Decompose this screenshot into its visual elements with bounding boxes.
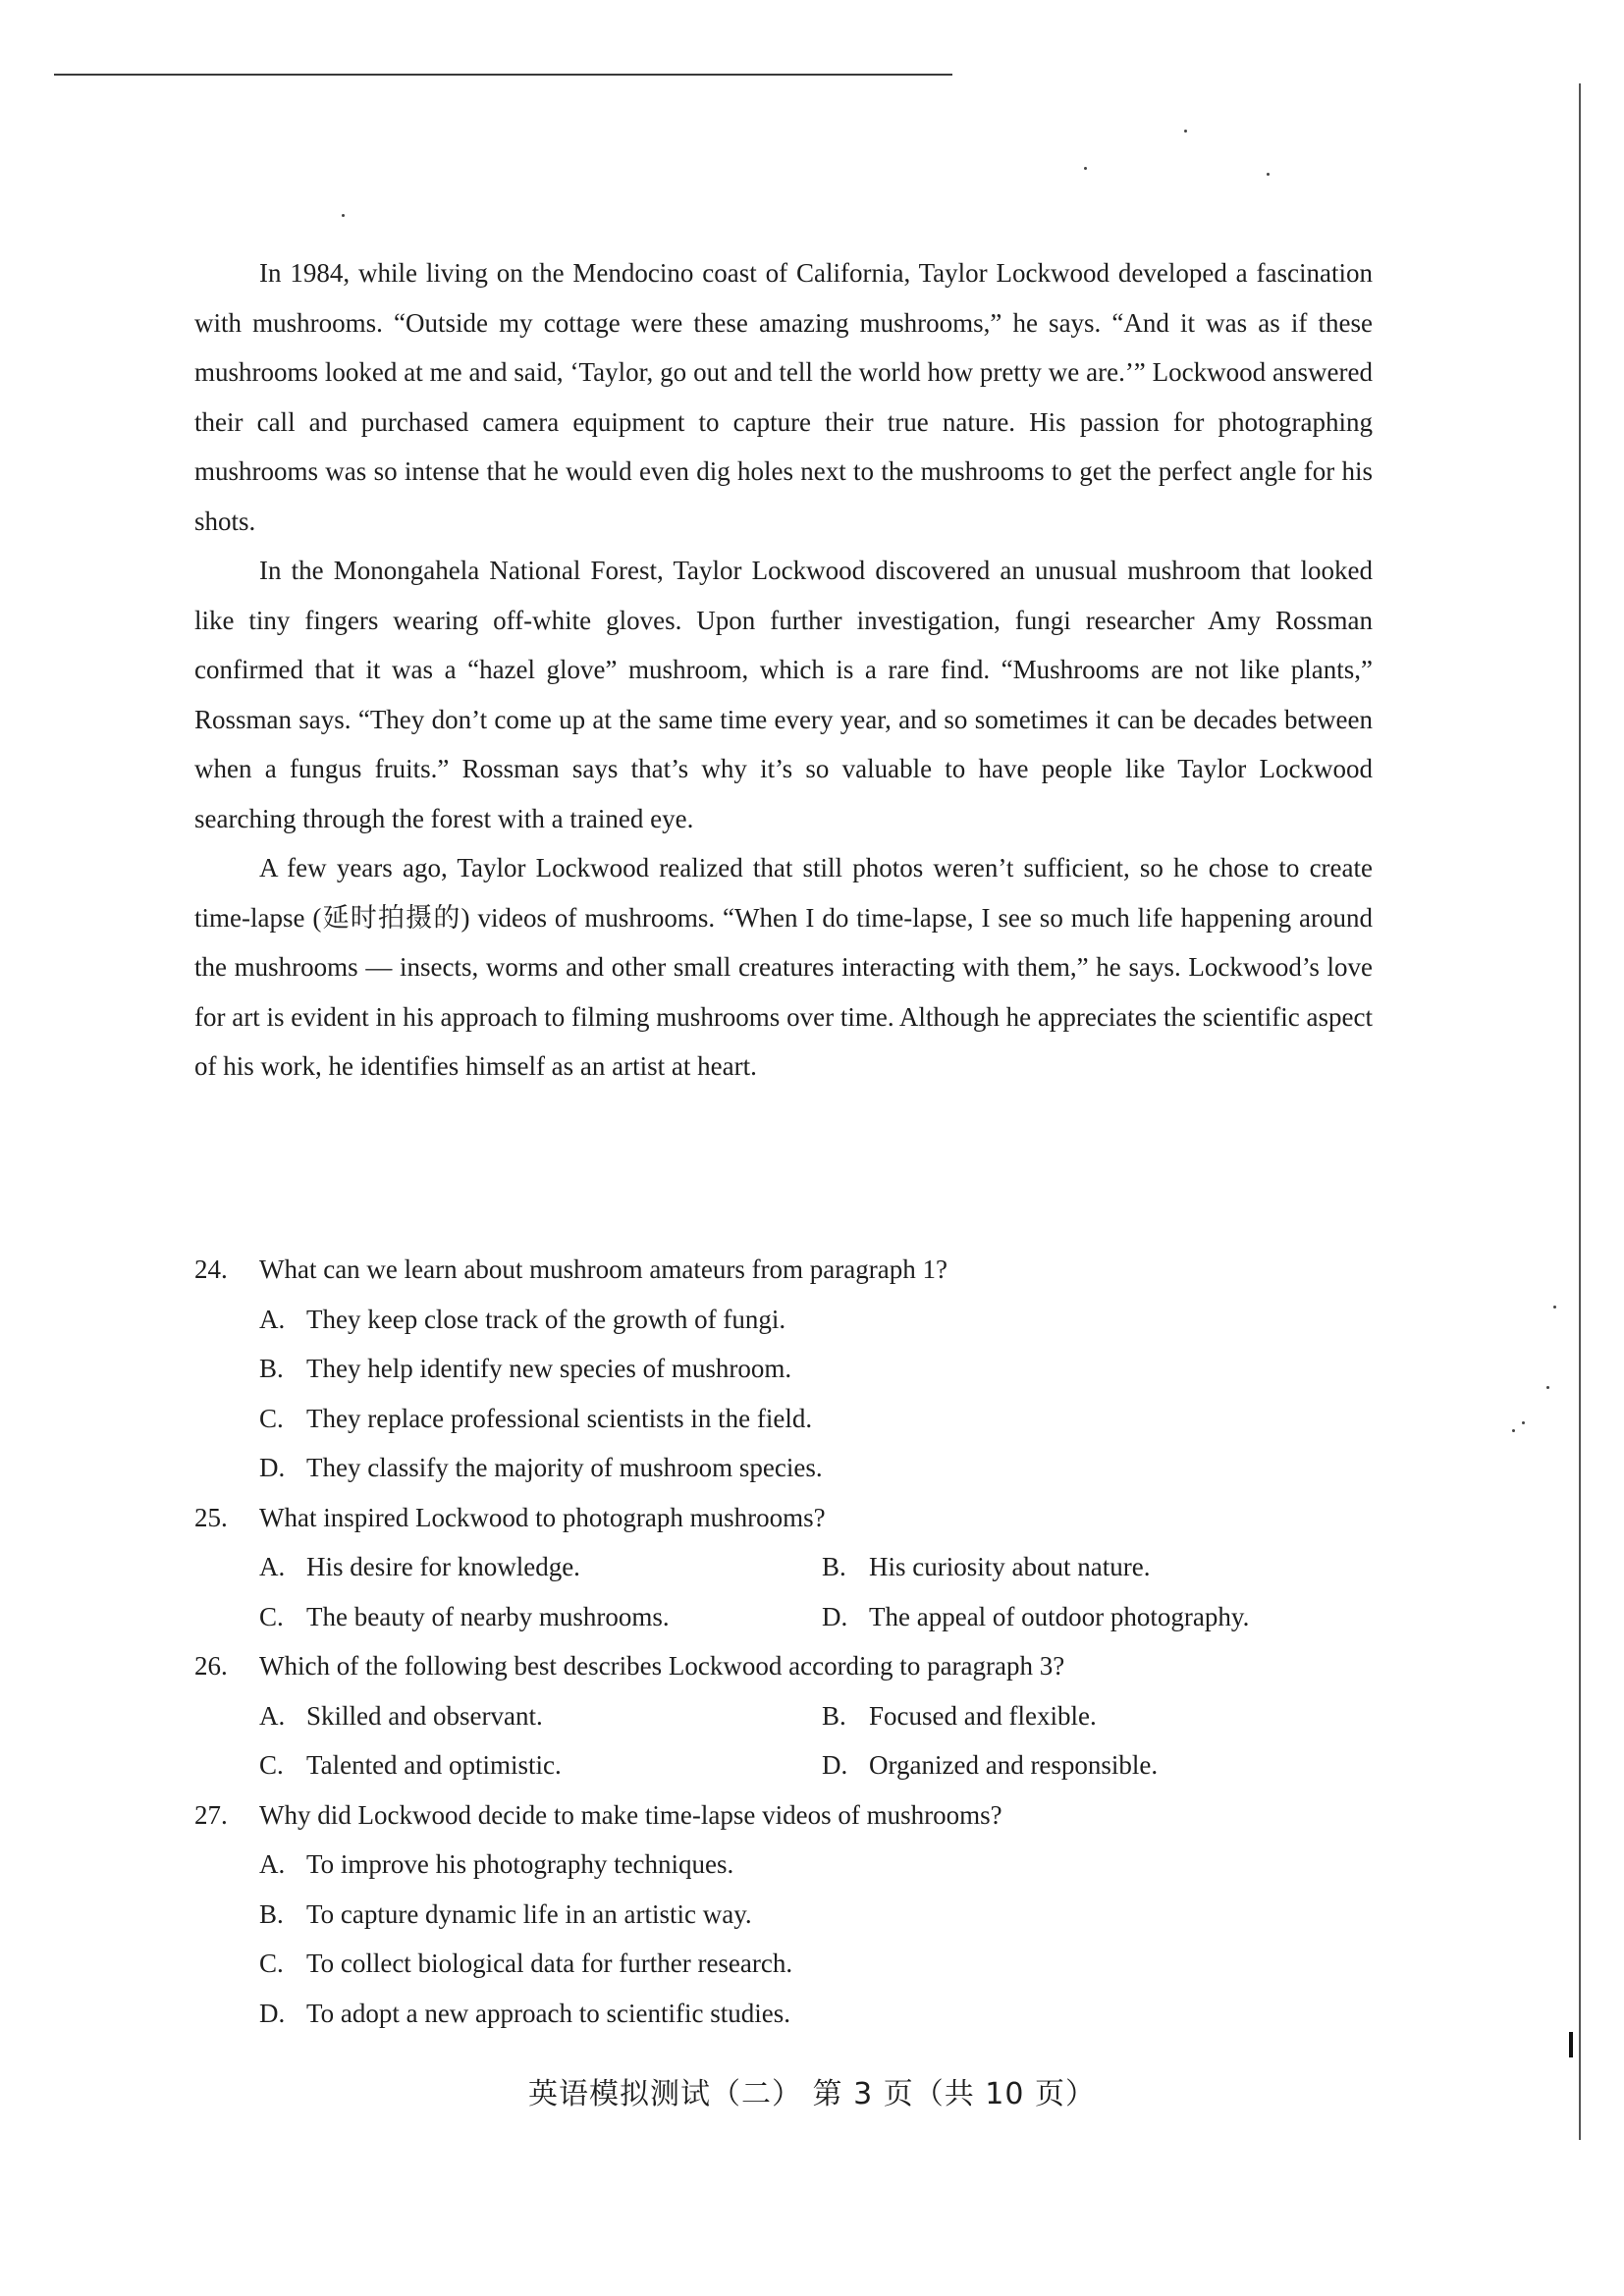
question-stem [194, 1245, 1373, 1295]
question-stem [194, 1641, 1373, 1691]
option-b[interactable] [259, 1890, 752, 1940]
option-b[interactable] [259, 1344, 791, 1394]
option-b[interactable] [822, 1691, 1097, 1741]
option-text: His desire for knowledge. [306, 1552, 580, 1581]
option-letter: A. [259, 1700, 286, 1731]
scan-speck [1553, 1306, 1556, 1308]
scan-speck [1512, 1429, 1515, 1432]
scan-speck [1267, 173, 1270, 176]
scan-speck [342, 214, 345, 217]
option-letter: D. [259, 1453, 286, 1482]
option-letter: C. [259, 1601, 284, 1631]
top-rule [54, 74, 952, 76]
scan-speck [1184, 130, 1187, 133]
option-d[interactable] [259, 1443, 823, 1493]
option-row [194, 1394, 1373, 1444]
question-text: Why did Lockwood decide to make time-lapse videos of mushrooms? [259, 1799, 1002, 1830]
option-text: Organized and responsible. [869, 1750, 1159, 1780]
question-list [194, 1245, 1373, 2038]
option-letter: D. [822, 1750, 848, 1780]
passage-paragraph-1: In 1984, while living on the Mendocino coast of California, Taylor Lockwood developed a fascination with mushrooms. “Outside my cottage were these amazing mushrooms,” he says. “And it was as if these mushrooms looked at me and said, ‘Taylor, go out and tell the world how pretty we are.’” Lockwood answered their call and purchased camera equipment to capture their true nature. His passion for photographing mushrooms was so intense that he would even dig holes next to the mushrooms to get the perfect angle for his shots. [194, 258, 1373, 536]
option-c[interactable] [259, 1740, 822, 1790]
option-text: To adopt a new approach to scientific studies. [306, 1998, 790, 2028]
option-a[interactable] [259, 1542, 822, 1592]
question-stem [194, 1790, 1373, 1841]
option-row [194, 1344, 1373, 1394]
option-letter: A. [259, 1552, 286, 1581]
option-letter: A. [259, 1304, 286, 1334]
option-row [194, 1890, 1373, 1940]
option-row [194, 1840, 1373, 1890]
scan-speck [1084, 167, 1087, 170]
option-row [194, 1542, 1373, 1592]
option-row [194, 1592, 1373, 1642]
option-b[interactable] [822, 1542, 1150, 1592]
option-row [194, 1989, 1373, 2039]
question-26 [194, 1641, 1373, 1790]
option-c[interactable] [259, 1394, 812, 1444]
question-text: Which of the following best describes Lockwood according to paragraph 3? [259, 1651, 1065, 1681]
option-text: His curiosity about nature. [869, 1552, 1151, 1581]
question-number: 26. [194, 1651, 228, 1681]
question-25 [194, 1493, 1373, 1642]
question-24 [194, 1245, 1373, 1493]
option-letter: B. [259, 1898, 284, 1929]
option-row [194, 1939, 1373, 1989]
option-d[interactable] [822, 1592, 1249, 1642]
option-text: They keep close track of the growth of fungi. [306, 1304, 786, 1334]
option-a[interactable] [259, 1840, 733, 1890]
option-text: Focused and flexible. [869, 1700, 1097, 1731]
option-letter: C. [259, 1949, 284, 1978]
question-number: 27. [194, 1799, 228, 1830]
page-footer: 英语模拟测试（二） 第 3 页（共 10 页） [528, 2077, 1096, 2111]
option-letter: D. [822, 1601, 848, 1631]
option-text: Skilled and observant. [306, 1700, 543, 1731]
scan-speck [1522, 1421, 1525, 1424]
option-text: The beauty of nearby mushrooms. [306, 1601, 670, 1631]
option-row [194, 1295, 1373, 1345]
option-letter: C. [259, 1403, 284, 1433]
option-text: To improve his photography techniques. [306, 1849, 734, 1879]
question-27 [194, 1790, 1373, 2039]
question-text: What can we learn about mushroom amateurs from paragraph 1? [259, 1255, 947, 1284]
option-text: The appeal of outdoor photography. [869, 1601, 1250, 1631]
option-letter: D. [259, 1998, 286, 2028]
option-letter: B. [822, 1700, 846, 1731]
option-row [194, 1443, 1373, 1493]
option-text: They help identify new species of mushroom. [306, 1354, 792, 1383]
option-row [194, 1740, 1373, 1790]
option-c[interactable] [259, 1939, 792, 1989]
option-letter: A. [259, 1849, 286, 1879]
margin-mark [1569, 2032, 1573, 2057]
question-stem [194, 1493, 1373, 1543]
passage-paragraph-3: A few years ago, Taylor Lockwood realized that still photos weren’t sufficient, so he chose to create time-lapse (延时拍摄的) videos of mushrooms. “When I do time-lapse, I see so much life happening around the mushrooms — insects, worms and other small creatures interacting with them,” he says. Lockwood’s love for art is evident in his approach to filming mushrooms over time. Although he appreciates the scientific aspect of his work, he identifies himself as an artist at heart. [194, 853, 1373, 1081]
option-letter: B. [259, 1354, 284, 1383]
option-a[interactable] [259, 1295, 785, 1345]
question-number: 25. [194, 1502, 228, 1532]
option-text: They replace professional scientists in the field. [306, 1403, 813, 1433]
option-d[interactable] [822, 1740, 1158, 1790]
passage-paragraph-2: In the Monongahela National Forest, Taylor Lockwood discovered an unusual mushroom that looked like tiny fingers wearing off-white gloves. Upon further investigation, fungi researcher Amy Rossman confirmed that it was a “hazel glove” mushroom, which is a rare find. “Mushrooms are not like plants,” Rossman says. “They don’t come up at the same time every year, and so sometimes it can be decades between when a fungus fruits.” Rossman says that’s why it’s so valuable to have people like Taylor Lockwood searching through the forest with a trained eye. [194, 556, 1373, 833]
question-text: What inspired Lockwood to photograph mushrooms? [259, 1502, 826, 1532]
option-text: Talented and optimistic. [306, 1750, 562, 1780]
scan-speck [1546, 1386, 1549, 1389]
option-a[interactable] [259, 1691, 822, 1741]
option-letter: C. [259, 1750, 284, 1780]
option-d[interactable] [259, 1989, 790, 2039]
reading-passage [194, 248, 1373, 1092]
option-letter: B. [822, 1552, 846, 1581]
option-text: To capture dynamic life in an artistic way. [306, 1898, 752, 1929]
option-text: To collect biological data for further research. [306, 1949, 793, 1978]
right-margin-rule [1579, 83, 1581, 2140]
question-number: 24. [194, 1255, 228, 1284]
option-c[interactable] [259, 1592, 822, 1642]
option-row [194, 1691, 1373, 1741]
option-text: They classify the majority of mushroom species. [306, 1453, 823, 1482]
